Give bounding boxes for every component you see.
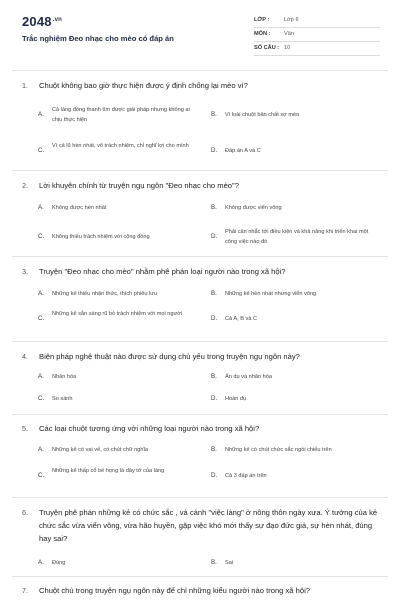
info-label: LỚP : — [254, 17, 270, 23]
option-letter: A. — [38, 204, 44, 211]
option-letter: A. — [38, 290, 44, 297]
option-letter: D. — [211, 147, 218, 154]
info-value: Văn — [284, 31, 294, 37]
question-number: 5. — [22, 424, 28, 433]
option-text: Cả 3 đáp án trên — [225, 473, 267, 479]
option-text: Sai — [225, 560, 234, 566]
info-label: SỐ CÂU : — [254, 45, 280, 51]
question-divider — [12, 414, 388, 415]
option-letter: D. — [211, 315, 218, 322]
question-number: 6. — [22, 508, 28, 517]
option-text: Những kẻ có vai vế, có chút chữ nghĩa — [52, 447, 149, 453]
option-letter: D. — [211, 233, 218, 240]
option-text: Những kẻ thấp cổ bé họng là dây tớ của làng — [52, 468, 165, 474]
question-text: Chuột chù trong truyện ngụ ngôn này để chỉ những kiểu người nào trong xã hội? — [39, 586, 310, 595]
question-text: Chuột không bao giờ thực hiện được ý định chống lại mèo vì? — [39, 81, 248, 90]
option-letter: C. — [38, 315, 45, 322]
option-text: Ẩn dụ và nhân hóa — [225, 374, 272, 380]
option-text: So sánh — [52, 396, 73, 402]
option-text: Những kẻ hèn nhát nhưng viển vông — [225, 291, 317, 297]
question-divider — [12, 256, 388, 257]
info-label: MÔN : — [254, 31, 271, 37]
document-title: Trắc nghiệm Đeo nhạc cho mèo có đáp án — [22, 34, 174, 43]
question-number: 4. — [22, 352, 28, 361]
site-logo[interactable] — [22, 14, 62, 29]
option-text: Phải cân nhắc tới điều kiện và khả năng khi triển khai một công việc nào đó — [225, 229, 369, 245]
option-text: Những kẻ có chút chức sắc ngồi chiếu trên — [225, 447, 332, 453]
question-text: Truyện phê phán những kẻ có chức sắc , và cảnh "việc làng" ở nông thôn ngày xưa. Ý tưởng của kẻ chức sắc vừa viển vông, vừa hão huyền, gặp việc khó mới thấy sự đạo đức giả, sự hèn nhát, đúng hay sai? — [39, 508, 378, 543]
header-divider — [12, 70, 388, 71]
info-row-subject — [254, 28, 380, 42]
logo-text: 2048 — [22, 14, 52, 29]
option-letter: B. — [211, 204, 217, 211]
info-value: Lớp 6 — [284, 17, 299, 23]
info-row-grade — [254, 14, 380, 28]
question-divider — [12, 497, 388, 498]
info-value: 10 — [284, 45, 291, 51]
question-text: Biện pháp nghệ thuật nào được sử dụng chủ yếu trong truyện ngụ ngôn này? — [39, 352, 300, 361]
option-text: Hoán dụ — [225, 396, 247, 402]
option-text: Vì loài chuột bản chất sợ mèo — [225, 112, 300, 118]
question-number: 7. — [22, 586, 28, 595]
question-number: 2. — [22, 181, 28, 190]
option-letter: C. — [38, 395, 45, 402]
question-divider — [12, 341, 388, 342]
question-text: Truyện "Đeo nhạc cho mèo" nhằm phê phán loại người nào trong xã hội? — [39, 267, 286, 276]
document-header — [0, 0, 400, 70]
option-text: Đúng — [52, 560, 66, 566]
option-text: Những kẻ sẵn sàng rũ bỏ trách nhiệm với mọi người — [52, 311, 183, 317]
option-letter: C. — [38, 147, 45, 154]
option-letter: B. — [211, 559, 217, 566]
option-letter: B. — [211, 446, 217, 453]
option-text: Đáp án A và C — [225, 148, 261, 154]
option-letter: D. — [211, 472, 218, 479]
option-letter: A. — [38, 559, 44, 566]
option-text: Vì cả lũ hèn nhát, vô trách nhiệm, chỉ nghĩ lợi cho mình — [52, 143, 189, 149]
option-text: Cả A, B và C — [225, 316, 258, 322]
option-text: Không thiếu trách nhiệm với cộng đồng — [52, 234, 150, 240]
option-text: Không được viển vông — [225, 205, 282, 211]
option-letter: B. — [211, 111, 217, 118]
question-divider — [12, 170, 388, 171]
question-text: Lời khuyên chính từ truyện ngụ ngôn "Đeo nhạc cho mèo"? — [39, 181, 239, 190]
question-number: 1. — [22, 81, 28, 90]
option-letter: B. — [211, 373, 217, 380]
info-row-count — [254, 42, 380, 56]
question-number: 3. — [22, 267, 28, 276]
option-text: Không được hèn nhát — [52, 205, 107, 211]
option-letter: A. — [38, 373, 44, 380]
option-text: Nhân hóa — [52, 374, 77, 380]
question-text: Các loại chuột tương ứng với những loại người nào trong xã hội? — [39, 424, 260, 433]
option-text: Cả làng đồng thanh tìm được giải pháp nhưng không ai chịu thực hiện — [52, 107, 190, 123]
option-letter: C. — [38, 472, 45, 479]
option-letter: C. — [38, 233, 45, 240]
option-text: Những kẻ thiếu nhận thức, thích phiêu lưu — [52, 291, 158, 297]
option-letter: A. — [38, 446, 44, 453]
option-letter: D. — [211, 395, 218, 402]
option-letter: B. — [211, 290, 217, 297]
question-divider — [12, 576, 388, 577]
logo-suffix: .vn — [52, 16, 63, 23]
option-letter: A. — [38, 111, 44, 118]
